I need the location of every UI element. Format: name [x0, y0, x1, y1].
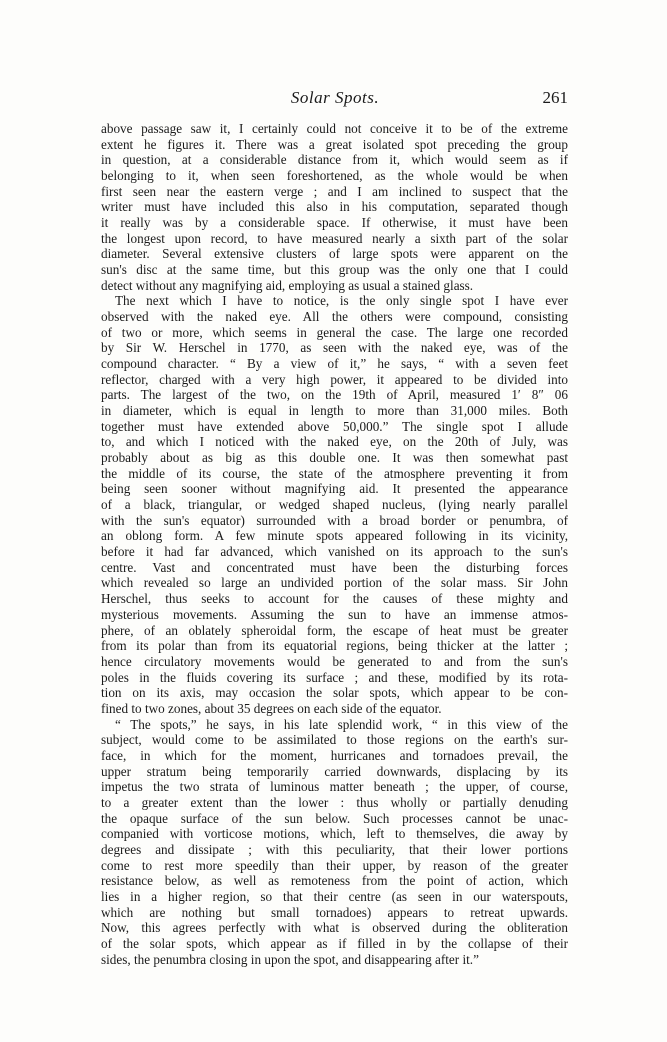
text-line: with the sun's equator) surrounded with a broad border or penumbra, of	[101, 512, 568, 528]
text-line: extent he figures it. There was a great isolated spot preceding the group	[101, 136, 568, 152]
text-line: tion on its axis, may occasion the solar spots, which appear to be con-	[101, 685, 568, 701]
text-line: hence circulatory movements would be generated to and from the sun's	[101, 653, 568, 669]
text-line: Herschel, thus seeks to account for the causes of these mighty and	[101, 591, 568, 607]
text-line: parts. The largest of the two, on the 19th of April, measured 1′ 8″ 06	[101, 387, 568, 403]
text-line: to, and which I noticed with the naked eye, on the 20th of July, was	[101, 434, 568, 450]
text-line: impetus the two strata of luminous matter beneath ; the upper, of course,	[101, 779, 568, 795]
text-line: by Sir W. Herschel in 1770, as seen with the naked eye, was of the	[101, 340, 568, 356]
text-line: it really was by a considerable space. If otherwise, it must have been	[101, 215, 568, 231]
text-line: of two or more, which seems in general the case. The large one recorded	[101, 324, 568, 340]
text-line: phere, of an oblately spheroidal form, the escape of heat must be greater	[101, 622, 568, 638]
text-line: upper stratum being temporarily carried downwards, displacing by its	[101, 763, 568, 779]
text-line: detect without any magnifying aid, employing as usual a stained glass.	[101, 277, 474, 293]
text-line: compound character. “ By a view of it,” he says, “ with a seven feet	[101, 356, 568, 372]
text-line: companied with vorticose motions, which, left to themselves, die away by	[101, 826, 568, 842]
page-number: 261	[542, 88, 568, 107]
text-line: writer must have included this also in his computation, separated though	[101, 199, 568, 215]
text-line: belonging to it, when seen foreshortened, as the whole would be when	[101, 168, 568, 184]
text-line: centre. Vast and concentrated must have been the disturbing forces	[101, 559, 568, 575]
text-line: together must have extended above 50,000.” The single spot I allude	[101, 418, 568, 434]
text-line: an oblong form. A few minute spots appeared following in its vicinity,	[101, 528, 568, 544]
text-line: of a black, triangular, or wedged shaped nucleus, (lying nearly parallel	[101, 497, 568, 513]
text-line: poles in the fluids covering its surface ; and these, modified by its rota-	[101, 669, 568, 685]
body-text	[101, 121, 568, 967]
text-line: being seen sooner without magnifying aid. It presented the appearance	[101, 481, 568, 497]
text-line: Now, this agrees perfectly with what is observed during the obliteration	[101, 920, 568, 936]
text-line: which revealed so large an undivided portion of the solar mass. Sir John	[101, 575, 568, 591]
text-line: fined to two zones, about 35 degrees on each side of the equator.	[101, 700, 442, 716]
text-line: from its polar than from its equatorial regions, being thicker at the latter ;	[101, 638, 568, 654]
text-line: sun's disc at the same time, but this group was the only one that I could	[101, 262, 568, 278]
text-line: face, in which for the moment, hurricanes and tornadoes prevail, the	[101, 747, 568, 763]
text-line: before it had far advanced, which vanished on its approach to the sun's	[101, 544, 568, 560]
text-line: mysterious movements. Assuming the sun to have an immense atmos-	[101, 606, 568, 622]
text-line: the opaque surface of the sun below. Such processes cannot be unac-	[101, 810, 568, 826]
text-line: subject, would come to be assimilated to those regions on the earth's sur-	[101, 732, 568, 748]
running-title: Solar Spots.	[290, 88, 380, 107]
page-header	[100, 88, 570, 110]
text-line: The next which I have to notice, is the only single spot I have ever	[115, 293, 568, 309]
text-line: first seen near the eastern verge ; and I am inclined to suspect that the	[101, 183, 568, 199]
text-line: of the solar spots, which appear as if filled in by the collapse of their	[101, 935, 568, 951]
text-line: in diameter, which is equal in length to more than 31,000 miles. Both	[101, 403, 568, 419]
text-line: degrees and dissipate ; with this peculiarity, that their lower portions	[101, 841, 568, 857]
text-line: to a greater extent than the lower : thus wholly or partially denuding	[101, 794, 568, 810]
text-line: reflector, charged with a very high power, it appeared to be divided into	[101, 371, 568, 387]
text-line: probably about as big as this double one. It was then somewhat past	[101, 450, 568, 466]
text-line: sides, the penumbra closing in upon the spot, and disappearing after it.”	[101, 951, 479, 967]
text-line: above passage saw it, I certainly could not conceive it to be of the extreme	[101, 121, 568, 136]
text-line: the middle of its course, the state of the atmosphere preventing it from	[101, 465, 568, 481]
text-line: lies in a higher region, so that their centre (as seen in our waterspouts,	[101, 888, 568, 904]
text-line: resistance below, as well as remoteness from the point of action, which	[101, 873, 568, 889]
text-line: in question, at a considerable distance from it, which would seem as if	[101, 152, 568, 168]
text-line: come to rest more speedily than their upper, by reason of the greater	[101, 857, 568, 873]
text-line: observed with the naked eye. All the others were compound, consisting	[101, 309, 568, 325]
text-line: the longest upon record, to have measured nearly a sixth part of the solar	[101, 230, 568, 246]
text-line: diameter. Several extensive clusters of large spots were apparent on the	[101, 246, 568, 262]
text-line: which are nothing but small tornadoes) appears to retreat upwards.	[101, 904, 568, 920]
text-line: “ The spots,” he says, in his late splendid work, “ in this view of the	[115, 716, 568, 732]
